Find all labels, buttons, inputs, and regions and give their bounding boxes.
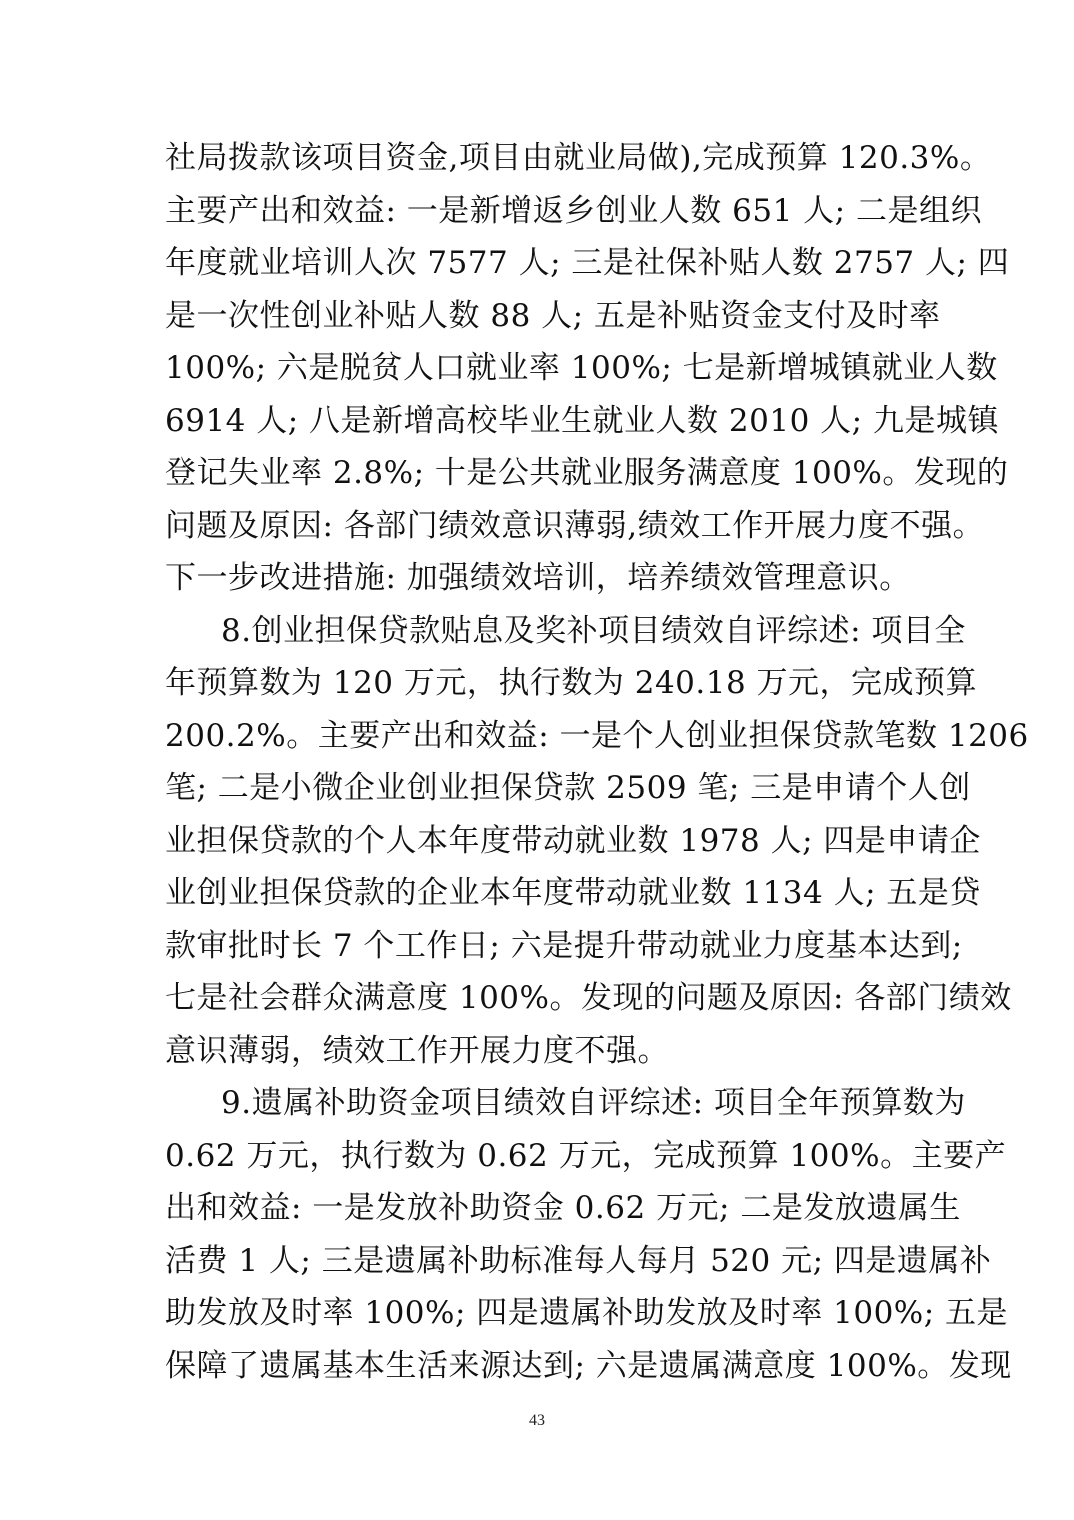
text-line: 年预算数为 120 万元，执行数为 240.18 万元，完成预算 [165, 665, 978, 701]
text-line: 款审批时长 7 个工作日; 六是提升带动就业力度基本达到; [165, 927, 963, 964]
text-line: 业创业担保贷款的企业本年度带动就业数 1134 人; 五是贷 [165, 875, 981, 911]
text-line: 主要产出和效益: 一是新增返乡创业人数 651 人; 二是组织 [165, 192, 982, 229]
text-line: 200.2%。主要产出和效益: 一是个人创业担保贷款笔数 1206 [165, 717, 1029, 754]
text-line: 登记失业率 2.8%; 十是公共就业服务满意度 100%。发现的 [165, 455, 1009, 491]
text-line: 业担保贷款的个人本年度带动就业数 1978 人; 四是申请企 [165, 822, 981, 859]
text-line: 0.62 万元，执行数为 0.62 万元，完成预算 100%。主要产 [165, 1137, 1007, 1174]
text-line: 100%; 六是脱贫人口就业率 100%; 七是新增城镇就业人数 [165, 350, 998, 386]
text-line: 助发放及时率 100%; 四是遗属补助发放及时率 100%; 五是 [165, 1295, 1009, 1331]
text-line: 七是社会群众满意度 100%。发现的问题及原因: 各部门绩效 [165, 980, 1012, 1016]
section-heading-line: 9.遗属补助资金项目绩效自评综述: 项目全年预算数为 [221, 1085, 966, 1121]
text-line: 问题及原因: 各部门绩效意识薄弱,绩效工作开展力度不强。 [165, 507, 985, 544]
text-line: 社局拨款该项目资金,项目由就业局做),完成预算 120.3%。 [165, 140, 992, 176]
text-line: 笔; 二是小微企业创业担保贷款 2509 笔; 三是申请个人创 [165, 770, 971, 806]
body-text [165, 132, 1029, 1392]
text-line: 活费 1 人; 三是遗属补助标准每人每月 520 元; 四是遗属补 [165, 1242, 992, 1279]
text-line: 出和效益: 一是发放补助资金 0.62 万元; 二是发放遗属生 [165, 1190, 961, 1226]
page-number: 43 [529, 1412, 545, 1429]
text-line: 保障了遗属基本生活来源达到; 六是遗属满意度 100%。发现 [165, 1347, 1012, 1384]
text-line: 是一次性创业补贴人数 88 人; 五是补贴资金支付及时率 [165, 297, 941, 334]
section-heading-line: 8.创业担保贷款贴息及奖补项目绩效自评综述: 项目全 [221, 612, 966, 649]
text-line: 6914 人; 八是新增高校毕业生就业人数 2010 人; 九是城镇 [165, 402, 999, 439]
text-line: 年度就业培训人次 7577 人; 三是社保补贴人数 2757 人; 四 [165, 245, 1010, 281]
text-line: 意识薄弱，绩效工作开展力度不强。 [165, 1032, 669, 1069]
text-line: 下一步改进措施: 加强绩效培训，培养绩效管理意识。 [165, 560, 911, 596]
